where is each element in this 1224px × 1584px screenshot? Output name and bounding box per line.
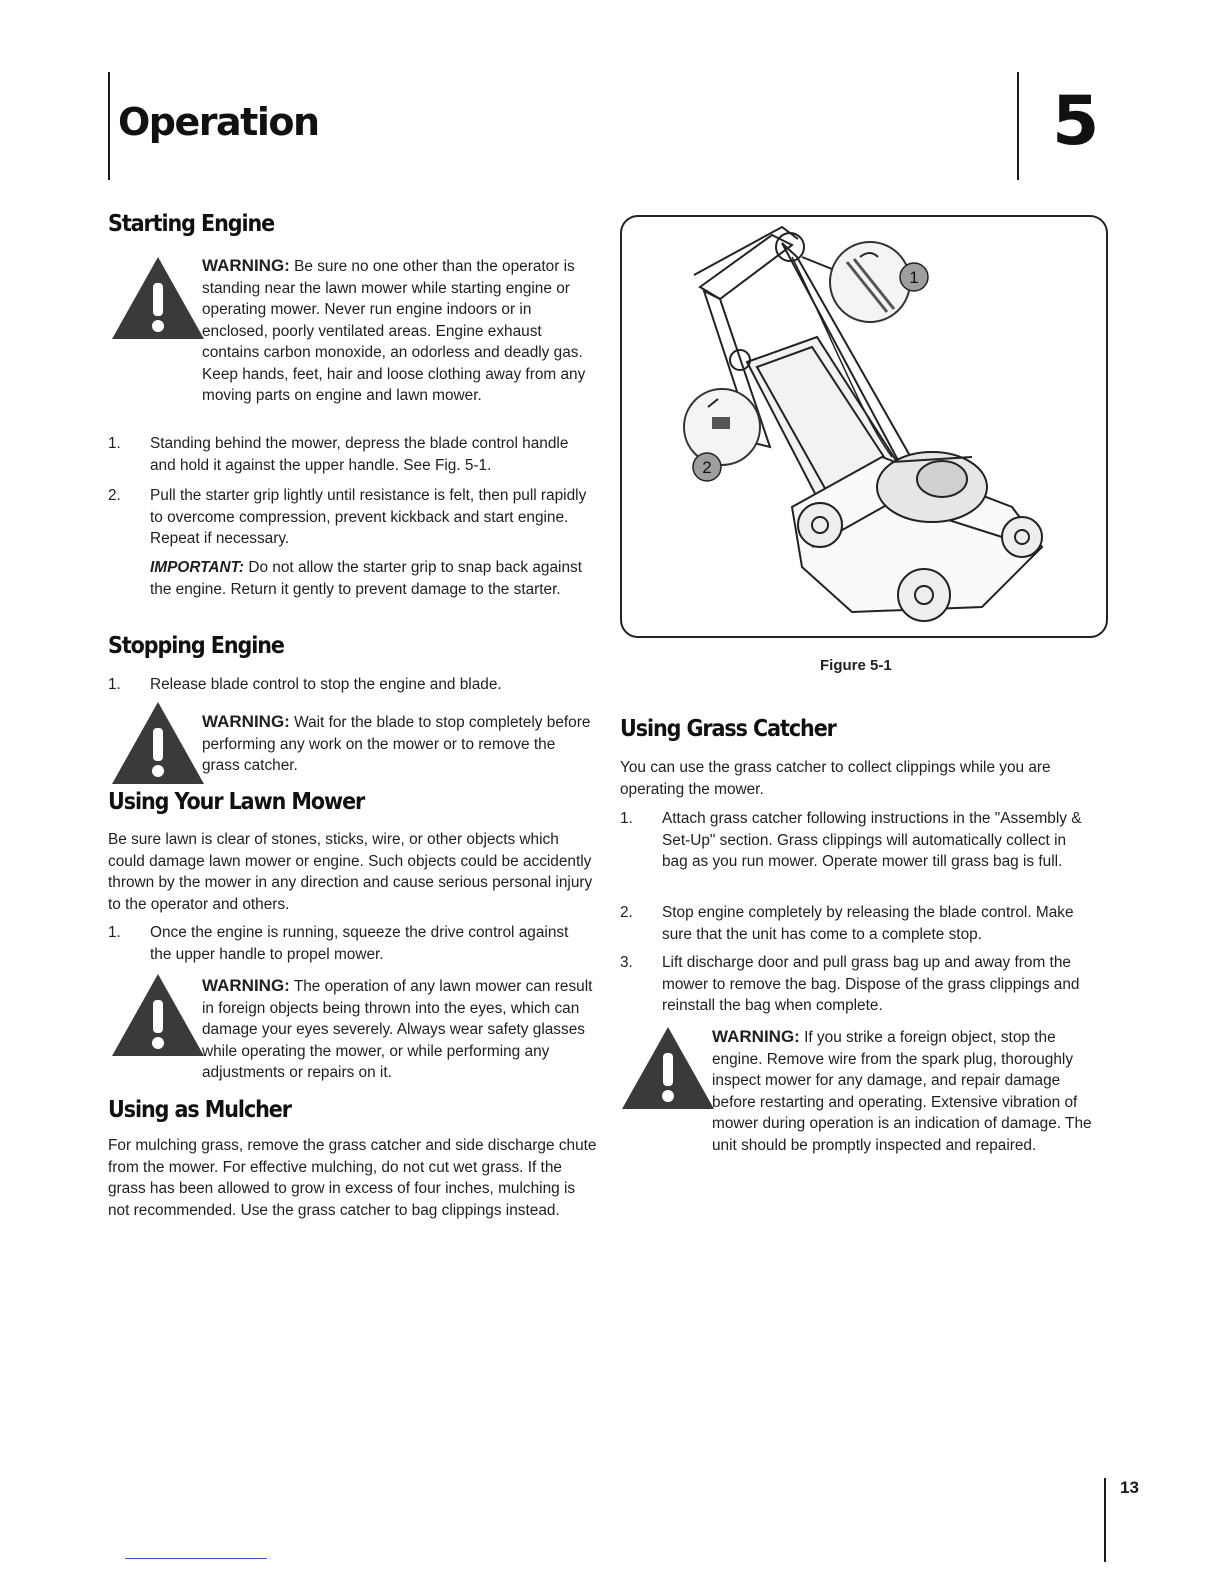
- heading-using-lawn-mower: Using Your Lawn Mower: [108, 789, 365, 815]
- page-number: 13: [1120, 1478, 1139, 1497]
- callout-1-label: 1: [909, 268, 919, 287]
- step-number: 1.: [108, 435, 121, 452]
- warning-triangle-icon: [110, 255, 206, 341]
- mulcher-text: For mulching grass, remove the grass catcher and side discharge chute from the mower. For effective mulching, do not cut wet grass. If the grass has been allowed to grow in excess of four inches, mulching is not recommended. Use the grass catcher to bag clippings instead.: [108, 1137, 597, 1219]
- warning-stopping: [202, 711, 592, 777]
- step-text: Lift discharge door and pull grass bag up and away from the mower to remove the bag. Dispose of the grass clippings and reinstall the bag when complete.: [662, 954, 1080, 1014]
- lawn-mower-illustration: [622, 217, 1106, 636]
- callout-2-label: 2: [702, 458, 712, 477]
- step-text: Once the engine is running, squeeze the drive control against the upper handle to propel mower.: [150, 924, 569, 963]
- footer-rule: [1104, 1478, 1106, 1562]
- header-rule-right: [1017, 72, 1019, 180]
- figure-frame: [620, 215, 1108, 638]
- important-label: IMPORTANT:: [150, 559, 245, 576]
- step-text: Standing behind the mower, depress the blade control handle and hold it against the upper handle. See Fig. 5-1.: [150, 435, 569, 474]
- page-title: Operation: [118, 100, 319, 144]
- warning-text: If you strike a foreign object, stop the engine. Remove wire from the spark plug, thoroughly inspect mower for any damage, and repair damage before restarting and operating. Extensive vibration of mower during operation is an indication of damage. The unit should be promptly inspected and repaired.: [712, 1029, 1092, 1154]
- step-number: 2.: [620, 904, 633, 921]
- warning-triangle-icon: [110, 700, 206, 786]
- footer-link-underline: [125, 1558, 267, 1559]
- step-number: 1.: [108, 924, 121, 941]
- important-note: [150, 557, 590, 600]
- warning-grass-catcher: [712, 1026, 1104, 1156]
- step-number: 3.: [620, 954, 633, 971]
- header-rule-left: [108, 72, 110, 180]
- heading-using-as-mulcher: Using as Mulcher: [108, 1097, 291, 1123]
- step-number: 1.: [108, 676, 121, 693]
- step-text: Pull the starter grip lightly until resistance is felt, then pull rapidly to overcome compression, prevent kickback and start engine. Repeat if necessary.: [150, 487, 587, 547]
- warning-starting: [202, 255, 597, 407]
- warning-label: WARNING:: [202, 256, 290, 275]
- important-text: Do not allow the starter grip to snap back against the engine. Return it gently to prevent damage to the starter.: [150, 559, 582, 598]
- heading-starting-engine: Starting Engine: [108, 211, 275, 237]
- warning-label: WARNING:: [202, 976, 290, 995]
- warning-label: WARNING:: [712, 1027, 800, 1046]
- step-text: Stop engine completely by releasing the blade control. Make sure that the unit has come to a complete stop.: [662, 904, 1074, 943]
- figure-caption: Figure 5-1: [820, 657, 892, 674]
- grass-catcher-intro: You can use the grass catcher to collect clippings while you are operating the mower.: [620, 759, 1051, 798]
- warning-text: Wait for the blade to stop completely before performing any work on the mower or to remove the grass catcher.: [202, 714, 591, 774]
- warning-triangle-icon: [110, 972, 206, 1058]
- chapter-number: 5: [1052, 82, 1100, 161]
- warning-text: The operation of any lawn mower can result in foreign objects being thrown into the eyes, which can damage your eyes severely. Always wear safety glasses while operating the mower, or while performing any adjustments or repairs on it.: [202, 978, 593, 1081]
- step-text: Attach grass catcher following instructions in the "Assembly & Set-Up" section. Grass clippings will automatically collect in bag as you run mower. Operate mower till grass bag is full.: [662, 810, 1082, 870]
- warning-text: Be sure no one other than the operator is standing near the lawn mower while starting engine or operating mower. Never run engine indoors or in enclosed, poorly ventilated areas. Engine exhaust contains carbon monoxide, an odorless and deadly gas. Keep hands, feet, hair and loose clothing away from any moving parts on engine and lawn mower.: [202, 258, 586, 404]
- step-number: 1.: [620, 810, 633, 827]
- heading-using-grass-catcher: Using Grass Catcher: [620, 716, 836, 742]
- heading-stopping-engine: Stopping Engine: [108, 633, 284, 659]
- step-text: Release blade control to stop the engine and blade.: [150, 676, 502, 693]
- using-mower-intro: Be sure lawn is clear of stones, sticks, wire, or other objects which could damage lawn mower or engine. Such objects could be accidently thrown by the mower in any direction and cause serious personal injury to the operator and others.: [108, 831, 593, 913]
- warning-label: WARNING:: [202, 712, 290, 731]
- warning-triangle-icon: [620, 1025, 716, 1111]
- warning-using-mower: [202, 975, 597, 1084]
- step-number: 2.: [108, 487, 121, 504]
